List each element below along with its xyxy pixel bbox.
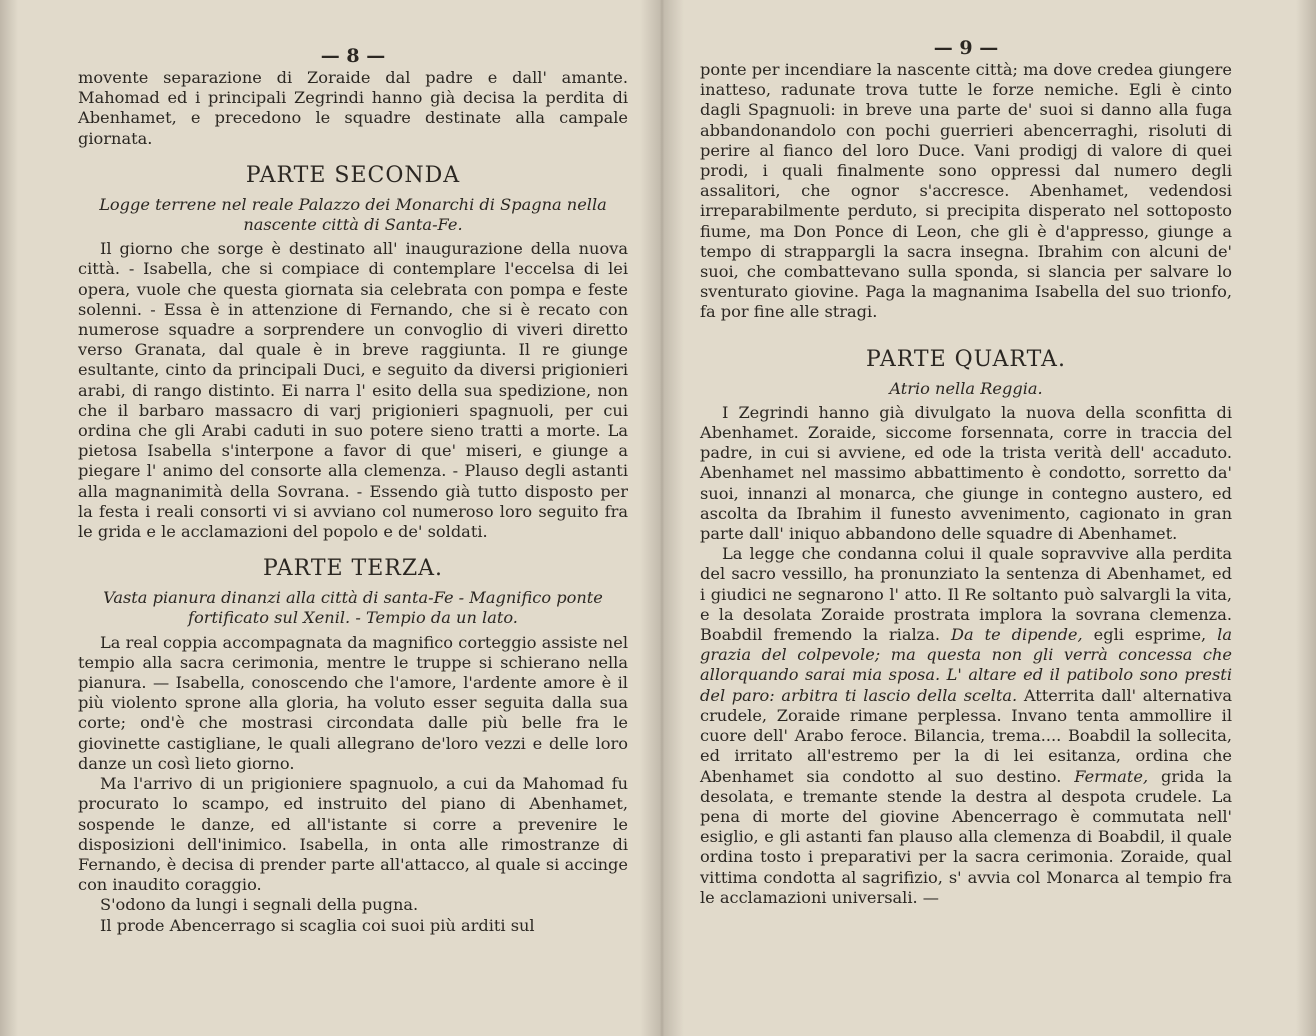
scene-setting: Vasta pianura dinanzi alla città di santa-Fe - Magnifico ponte fortificato sul Xenil. - Tempio da un lato. [103, 588, 603, 628]
paragraph: Il giorno che sorge è destinato all' inaugurazione della nuova città. - Isabella, che si compiace di contemplare l'eccelsa di lei opera, vuole che questa giornata sia celebrata con pompa e feste solenni. - Essa è in attenzione di Fernando, che si è recato con numerose squadre a sorprendere un convoglio di viveri diretto verso Granata, dal quale è in breve raggiunta. Il re giunge esultante, cinto da principali Duci, e seguito da diversi prigionieri arabi, di rango distinto. Ei narra l' esito della sua spedizione, non che il barbaro massacro di varj prigionieri spagnuoli, per cui ordina che gli Arabi caduti in suo potere sieno tratti a morte. La pietosa Isabella s'interpone a favor di que' miseri, e giunge a piegare l' animo del consorte alla clemenza. - Plauso degli astanti alla magnanimità della Sovrana. - Essendo già tutto disposto per la festa i reali consorti vi si avviano col numeroso loro seguito fra le grida e le acclamazioni del popolo e de' soldati. [78, 239, 628, 542]
text-run: La legge che condanna colui il quale sopravvive alla perdita del sacro vessillo, ha pronunziato la sentenza di Abenhamet, ed i giudici ne segnarono l' atto. Il Re soltanto può salvargli la vita, e la desolata Zoraide prostrata implora la sovrana clemenza. Boabdil fremendo la rialza. [700, 544, 1232, 645]
section-heading: PARTE TERZA. [262, 556, 444, 582]
right-page [662, 0, 1316, 1036]
section-heading: PARTE SECONDA [245, 162, 461, 188]
paragraph: Ma l'arrivo di un prigioniere spagnuolo, a cui da Mahomad fu procurato lo scampo, ed instruito del piano di Abenhamet, sospende le danze, ed all'istante si corre a prevenire le disposizioni dell'inimico. Isabella, in onta alle rimostranze di Fernando, è decisa di prender parte all'attacco, al quale si accinge con inaudito coraggio. [78, 774, 628, 895]
paragraph: I Zegrindi hanno già divulgato la nuova della sconfitta di Abenhamet. Zoraide, siccome forsennata, corre in traccia del padre, in cui si avviene, ed ode la trista verità dell' accaduto. Abenhamet nel massimo abbattimento è condotto, sorretto da' suoi, innanzi al monarca, che giunge in contegno austero, ed ascolta da Ibrahim il funesto avvenimento, cagionato in gran parte dall' iniquo abbandono delle squadre di Abenhamet. [700, 402, 1232, 544]
text-run: egli esprime, [1093, 625, 1207, 645]
paragraph: La real coppia accompagnata da magnifico corteggio assiste nel tempio alla sacra cerimonia, mentre le truppe si schierano nella pianura. — Isabella, conoscendo che l'amore, l'ardente amore è il più violento sprone alla gloria, ha voluto esser seguita dalla sua corte; ond'è che mostrasi circondata dalle più belle fra le giovinette castigliane, le quali allegrano de'loro vezzi e delle loro danze un così lieto giorno. [78, 632, 628, 773]
italic-text: Da te dipende, [950, 625, 1083, 645]
paragraph: ponte per incendiare la nascente città; ma dove credea giungere inatteso, radunate trova tutte le forze nemiche. Egli è cinto dagli Spagnuoli: in breve una parte de' suoi si danno alla fuga abbandonandolo con pochi guerrieri abencerraghi, risoluti di perire al fianco del loro Duce. Vani prodigj di valore di quei prodi, i quali finalmente sono oppressi dal numero degli assalitori, che ognor s'accresce. Abenhamet, vedendosi irreparabilmente perduto, si precipita disperato nel sottoposto fiume, ma Don Ponce di Leon, che gli è d'appresso, giunge a tempo di strappargli la sacra insegna. Ibrahim con alcuni de' suoi, che combattevano sulla sponda, si slancia per salvare lo sventurato giovine. Paga la magnanima Isabella del suo trionfo, fa por fine alle stragi. [700, 60, 1232, 322]
scene-setting: Logge terrene nel reale Palazzo dei Monarchi di Spagna nella nascente città di Santa-Fe. [99, 194, 607, 235]
paragraph [700, 544, 1232, 908]
scene-setting: Atrio nella Reggia. [889, 378, 1043, 398]
page-edge-shadow [0, 0, 18, 1036]
section-heading: PARTE QUARTA. [866, 346, 1066, 372]
page-number: — 9 — [933, 37, 999, 59]
italic-text: la grazia del colpevole; ma questa non gli verrà concessa che allorquando sarai mia sposa. L' altare ed il patibolo sono presti del paro: arbitra ti lascio della scelta. [700, 625, 1232, 705]
paragraph: movente separazione di Zoraide dal padre e dall' amante. Mahomad ed i principali Zegrindi hanno già decisa la perdita di Abenhamet, e precedono le squadre destinate alla campale giornata. [78, 68, 628, 148]
paragraph: S'odono da lungi i segnali della pugna. [100, 895, 419, 915]
text-run: Atterrita dall' alternativa crudele, Zoraide rimane perplessa. Invano tenta ammollire il cuore dell' Arabo feroce. Bilancia, trema.... Boabdil la sollecita, ed irritato all'estremo per la di lei esitanza, ordina che Abenhamet sia condotto al suo destino. [700, 685, 1233, 786]
paragraph: Il prode Abencerrago si scaglia coi suoi più arditi sul [100, 915, 535, 935]
book-gutter [640, 0, 684, 1036]
page-edge-shadow [1296, 0, 1316, 1036]
text-run: grida la desolata, e tremante stende la destra al despota crudele. La pena di morte del giovine Abencerrago è commutata nell' esiglio, e gli astanti fan plauso alla clemenza di Boabdil, il quale ordina tosto i preparativi per la sacra cerimonia. Zoraide, qual vittima condotta al sagrifizio, s' avvia col Monarca al tempio fra le acclamazioni universali. — [700, 766, 1232, 907]
page-number: — 8 — [320, 45, 386, 67]
italic-text: Fermate, [1074, 766, 1149, 786]
